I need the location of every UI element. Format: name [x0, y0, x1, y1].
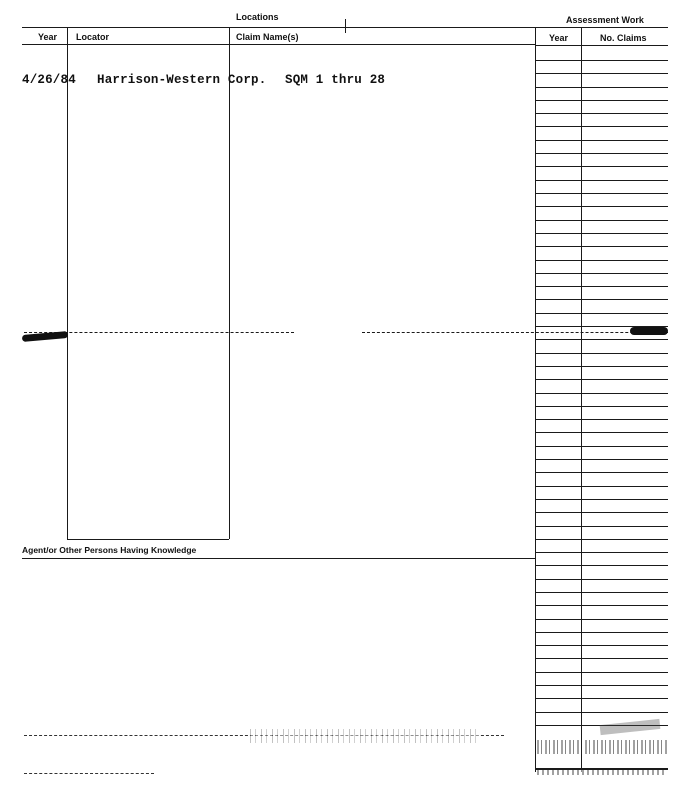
assessment-grid-row-line	[535, 672, 668, 673]
column-header-no-claims: No. Claims	[600, 33, 647, 43]
assessment-grid-row-line	[535, 100, 668, 101]
assessment-grid-row-line	[535, 499, 668, 500]
assessment-grid-row-line	[535, 353, 668, 354]
header-tick	[345, 19, 346, 33]
scan-noise-block-3	[537, 770, 667, 775]
assessment-grid-row-line	[535, 512, 668, 513]
assessment-grid-row-line	[535, 712, 668, 713]
entry-locator: Harrison-Western Corp.	[97, 73, 267, 87]
assessment-grid-row-line	[535, 233, 668, 234]
assessment-left-rule	[535, 27, 536, 772]
scan-noise-smudge	[600, 719, 661, 735]
assessment-grid-row-line	[535, 379, 668, 380]
assessment-grid-row-line	[535, 446, 668, 447]
assessment-grid-row-line	[535, 393, 668, 394]
locator-column-rule	[67, 27, 68, 539]
fold-mark-right	[630, 327, 668, 335]
assessment-grid-row-line	[535, 166, 668, 167]
assessment-grid-row-line	[535, 579, 668, 580]
assessment-grid-row-line	[535, 685, 668, 686]
assessment-grid-row-line	[535, 565, 668, 566]
assessment-grid-row-line	[535, 73, 668, 74]
column-header-year: Year	[38, 32, 58, 42]
assessment-grid-row-line	[535, 299, 668, 300]
assessment-grid-row-line	[535, 313, 668, 314]
assessment-grid-row-line	[535, 140, 668, 141]
column-header-locator: Locator	[76, 32, 110, 42]
claim-column-rule	[229, 27, 230, 539]
assessment-grid-row-line	[535, 87, 668, 88]
assessment-grid-row-line	[535, 126, 668, 127]
assessment-grid-row-line	[535, 60, 668, 61]
assessment-grid-row-line	[535, 406, 668, 407]
assessment-grid-row-line	[535, 486, 668, 487]
column-header-assessment-year: Year	[549, 33, 569, 43]
agent-section-label: Agent/or Other Persons Having Knowledge	[22, 545, 197, 555]
assessment-grid-row-line	[535, 658, 668, 659]
assessment-grid-row-line	[535, 180, 668, 181]
assessment-grid-row-line	[535, 206, 668, 207]
assessment-grid-row-line	[535, 153, 668, 154]
assessment-grid-row-line	[535, 220, 668, 221]
assessment-grid-row-line	[535, 432, 668, 433]
assessment-grid-row-line	[535, 339, 668, 340]
locations-heading: Locations	[236, 12, 279, 22]
scan-noise-block-2	[250, 729, 480, 743]
assessment-grid-row-line	[535, 246, 668, 247]
assessment-grid-row-line	[535, 326, 668, 327]
assessment-grid-row-line	[535, 260, 668, 261]
assessment-grid-row-line	[535, 366, 668, 367]
assessment-grid-row-line	[535, 273, 668, 274]
entry-year: 4/26/84	[22, 73, 76, 87]
locations-bottom-rule	[67, 539, 229, 540]
assessment-work-heading: Assessment Work	[566, 15, 644, 25]
assessment-grid-row-line	[535, 592, 668, 593]
assessment-mid-rule	[581, 27, 582, 772]
assessment-grid-row-line	[535, 605, 668, 606]
assessment-grid-row-line	[535, 619, 668, 620]
assessment-grid-row-line	[535, 286, 668, 287]
assessment-grid-row-line	[535, 645, 668, 646]
header-bottom-rule-right	[535, 45, 668, 46]
scan-noise-line-2	[24, 773, 154, 774]
assessment-grid-row-line	[535, 698, 668, 699]
header-bottom-rule	[22, 44, 535, 45]
assessment-grid-row-line	[535, 113, 668, 114]
fold-line-right	[362, 332, 668, 333]
entry-claim-names: SQM 1 thru 28	[285, 73, 386, 87]
assessment-grid-row-line	[535, 526, 668, 527]
assessment-grid-row-line	[535, 193, 668, 194]
assessment-grid-row-line	[535, 419, 668, 420]
assessment-grid-row-line	[535, 539, 668, 540]
assessment-grid-row-line	[535, 632, 668, 633]
assessment-grid-row-line	[535, 552, 668, 553]
assessment-grid-row-line	[535, 472, 668, 473]
scan-noise-block	[537, 740, 667, 754]
assessment-grid-row-line	[535, 459, 668, 460]
column-header-claim-names: Claim Name(s)	[236, 32, 299, 42]
agent-section-rule	[22, 558, 535, 559]
